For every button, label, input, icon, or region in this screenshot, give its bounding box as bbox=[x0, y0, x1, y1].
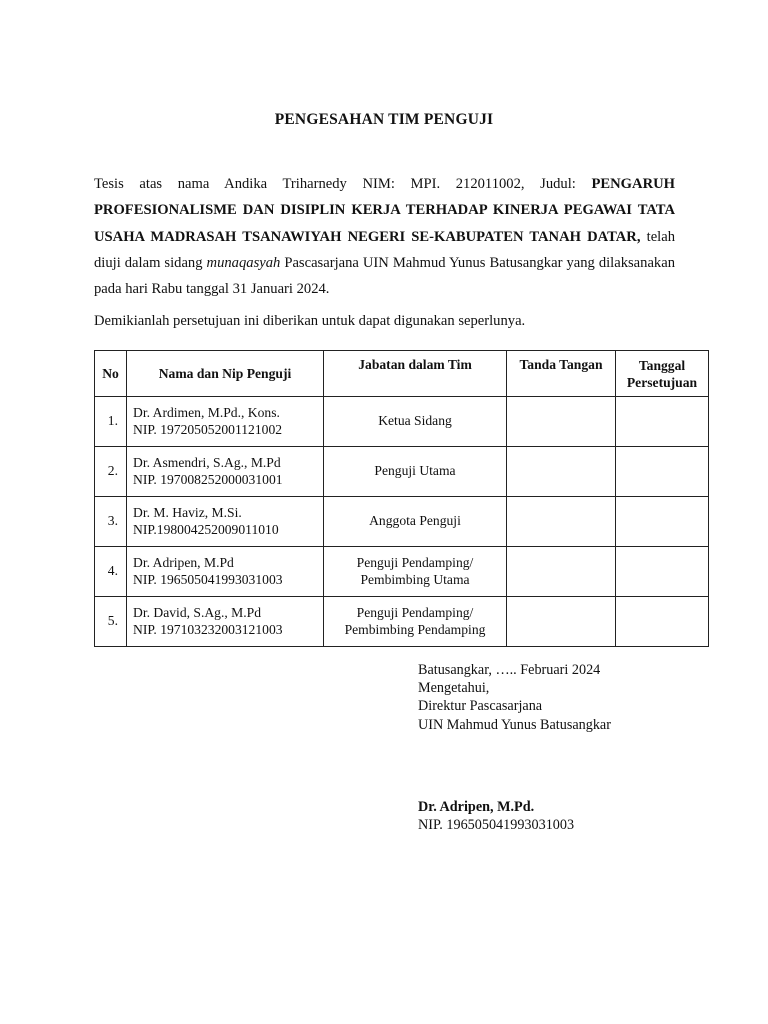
intro-text-part2: telah diuji dalam sidang bbox=[94, 228, 676, 271]
examiner-nip: NIP. 197008252000031001 bbox=[133, 471, 283, 487]
signer-institution: UIN Mahmud Yunus Batusangkar bbox=[418, 716, 611, 733]
role-line2: Pembimbing Utama bbox=[360, 571, 470, 587]
closing-statement: Demikianlah persetujuan ini diberikan untuk dapat digunakan seperlunya. bbox=[94, 313, 526, 329]
role-line2: Pembimbing Pendamping bbox=[344, 621, 486, 637]
table-row bbox=[95, 397, 709, 447]
row-number: 4. bbox=[95, 547, 127, 597]
header-name: Nama dan Nip Penguji bbox=[127, 351, 324, 397]
signature-cell bbox=[507, 497, 616, 547]
signature-cell bbox=[507, 597, 616, 647]
approval-date-cell bbox=[616, 547, 709, 597]
examiner-name: Dr. M. Haviz, M.Si. bbox=[133, 505, 242, 520]
thesis-title: PENGARUH PROFESIONALISME DAN DISIPLIN KERJA TERHADAP KINERJA PEGAWAI TATA USAHA MADRASAH TSANAWIYAH NEGERI SE-KABUPATEN TANAH DATAR, bbox=[94, 176, 675, 245]
row-number: 3. bbox=[95, 497, 127, 547]
header-signature: Tanda Tangan bbox=[507, 351, 616, 397]
table-row bbox=[95, 447, 709, 497]
examiner-role bbox=[324, 597, 507, 647]
intro-italic-word: munaqasyah bbox=[206, 254, 281, 271]
role-line1: Ketua Sidang bbox=[378, 413, 452, 429]
header-date-line2: Persetujuan bbox=[626, 374, 698, 390]
header-approval-date bbox=[616, 351, 709, 397]
row-number: 1. bbox=[95, 397, 127, 447]
signer-nip: NIP. 196505041993031003 bbox=[418, 817, 575, 834]
place-date: Batusangkar, ….. Februari 2024 bbox=[418, 662, 601, 678]
row-number: 5. bbox=[95, 597, 127, 647]
row-number: 2. bbox=[95, 447, 127, 497]
examiner-name-nip bbox=[127, 547, 324, 597]
examiner-role bbox=[324, 447, 507, 497]
examiner-name-nip bbox=[127, 597, 324, 647]
examiners-table bbox=[94, 350, 709, 647]
signature-block bbox=[418, 661, 611, 834]
signature-space bbox=[418, 734, 611, 798]
table-row bbox=[95, 547, 709, 597]
role-line1: Penguji Utama bbox=[374, 463, 456, 479]
page-title: PENGESAHAN TIM PENGUJI bbox=[274, 111, 494, 128]
examiner-name: Dr. Ardimen, M.Pd., Kons. bbox=[133, 405, 280, 420]
examiner-name-nip bbox=[127, 397, 324, 447]
header-role: Jabatan dalam Tim bbox=[324, 351, 507, 397]
intro-text-part3: Pascasarjana UIN Mahmud Yunus Batusangkar yang dilaksanakan pada hari Rabu tanggal 31 Januari 2024. bbox=[94, 254, 676, 298]
acknowledged-label: Mengetahui, bbox=[418, 680, 490, 697]
examiner-role bbox=[324, 547, 507, 597]
signature-cell bbox=[507, 547, 616, 597]
role-line1: Anggota Penguji bbox=[369, 513, 461, 529]
examiner-name-nip bbox=[127, 497, 324, 547]
examiner-role bbox=[324, 497, 507, 547]
header-no: No bbox=[95, 351, 127, 397]
examiner-role bbox=[324, 397, 507, 447]
intro-text-part1: Tesis atas nama Andika Triharnedy NIM: MPI. 212011002, Judul: bbox=[94, 176, 592, 192]
role-line1: Penguji Pendamping/ bbox=[356, 555, 474, 570]
examiner-name: Dr. Asmendri, S.Ag., M.Pd bbox=[133, 455, 281, 470]
signature-cell bbox=[507, 397, 616, 447]
signer-name: Dr. Adripen, M.Pd. bbox=[418, 798, 535, 815]
examiner-nip: NIP.198004252009011010 bbox=[133, 521, 279, 537]
table-header-row bbox=[95, 351, 709, 397]
examiner-nip: NIP. 197103232003121003 bbox=[133, 621, 283, 637]
approval-date-cell bbox=[616, 597, 709, 647]
examiner-nip: NIP. 197205052001121002 bbox=[133, 421, 283, 437]
signature-cell bbox=[507, 447, 616, 497]
approval-date-cell bbox=[616, 397, 709, 447]
approval-date-cell bbox=[616, 497, 709, 547]
examiner-name: Dr. David, S.Ag., M.Pd bbox=[133, 605, 262, 620]
role-line1: Penguji Pendamping/ bbox=[356, 605, 474, 620]
header-date-line1: Tanggal bbox=[638, 357, 686, 373]
table-row bbox=[95, 597, 709, 647]
approval-date-cell bbox=[616, 447, 709, 497]
table-row bbox=[95, 497, 709, 547]
examiner-name-nip bbox=[127, 447, 324, 497]
signer-position: Direktur Pascasarjana bbox=[418, 698, 543, 715]
examiner-nip: NIP. 196505041993031003 bbox=[133, 571, 283, 587]
examiner-name: Dr. Adripen, M.Pd bbox=[133, 555, 234, 570]
intro-paragraph bbox=[94, 171, 675, 302]
